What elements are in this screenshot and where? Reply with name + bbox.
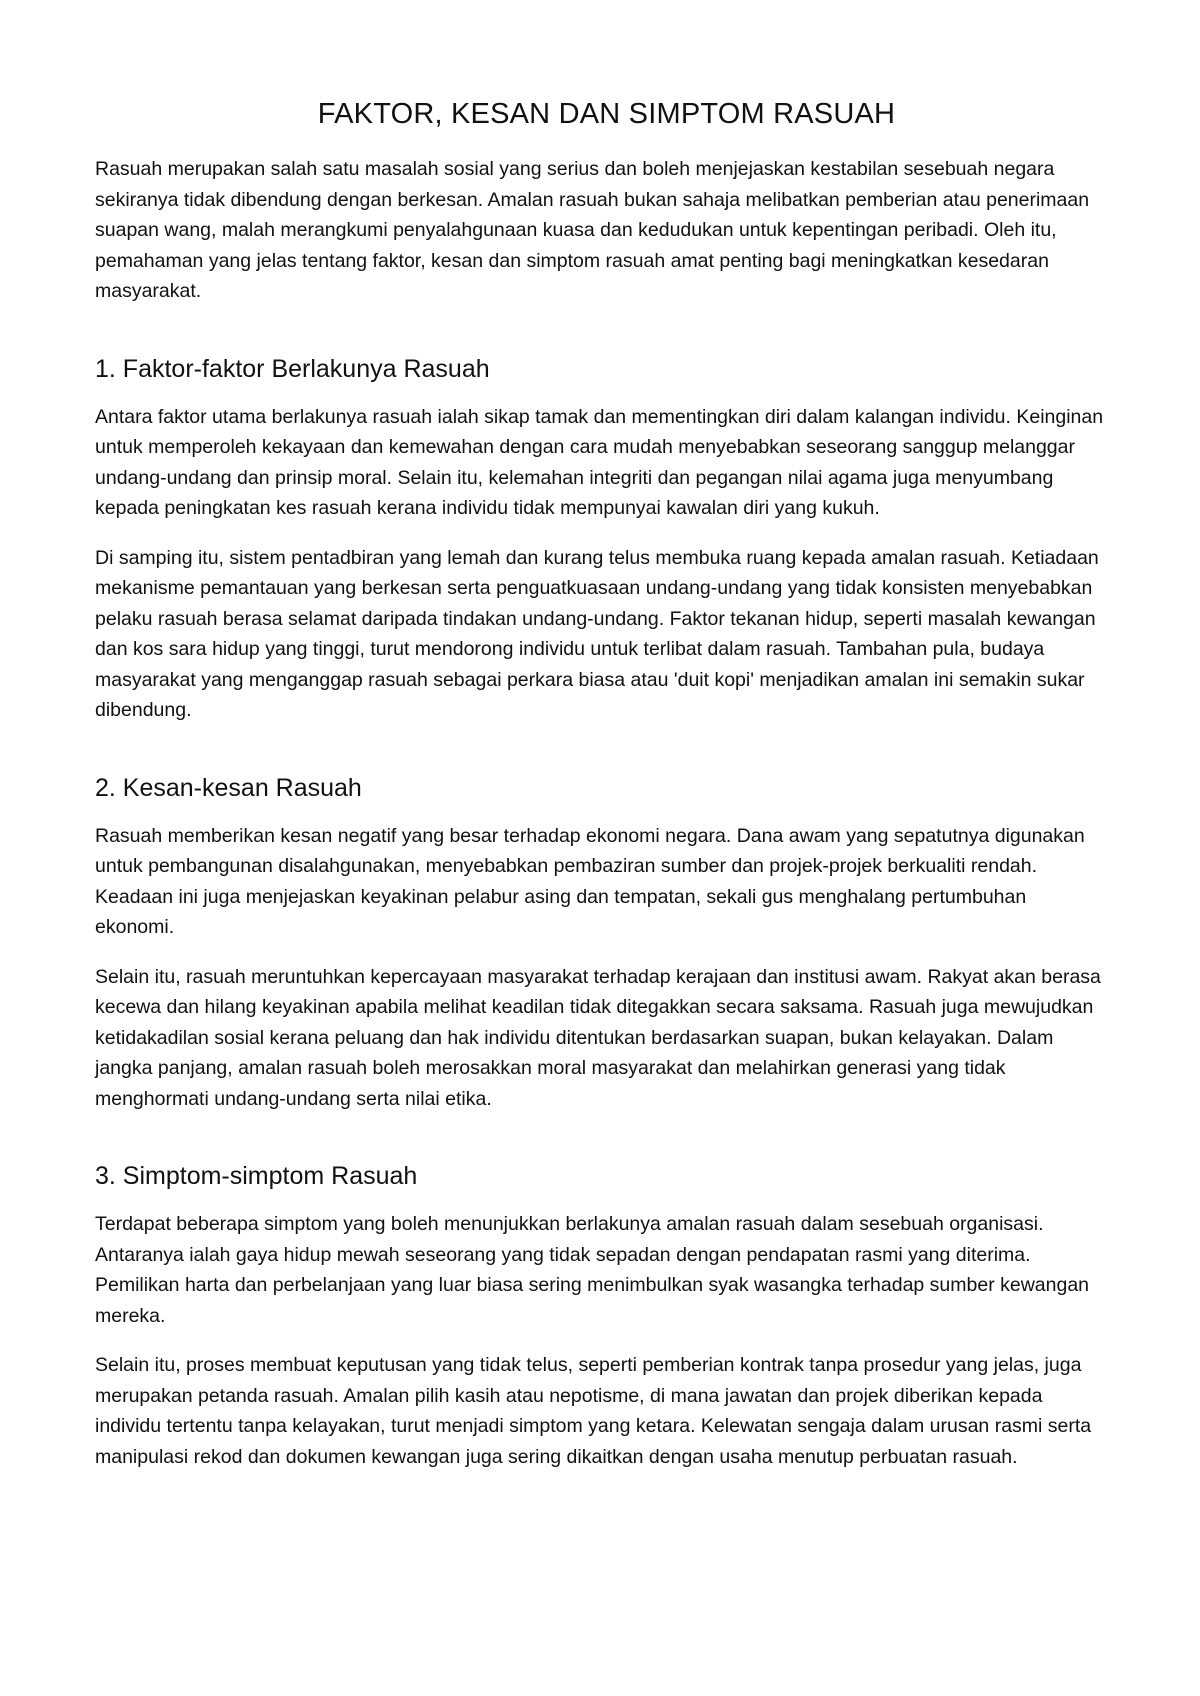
intro-paragraph: Rasuah merupakan salah satu masalah sosial yang serius dan boleh menjejaskan kestabilan sesebuah negara sekiranya tidak dibendung dengan berkesan. Amalan rasuah bukan sahaja melibatkan pemberian atau penerimaan suapan wang, malah merangkumi penyalahgunaan kuasa dan kedudukan untuk kepentingan peribadi. Oleh itu, pemahaman yang jelas tentang faktor, kesan dan simptom rasuah amat penting bagi meningkatkan kesedaran masyarakat. [95, 158, 1090, 302]
section-simptom-paragraph-2: Selain itu, proses membuat keputusan yang tidak telus, seperti pemberian kontrak tanpa prosedur yang jelas, juga merupakan petanda rasuah. Amalan pilih kasih atau nepotisme, di mana jawatan dan projek diberikan kepada individu tertentu tanpa kelayakan, turut menjadi simptom yang ketara. Kelewatan sengaja dalam urusan rasmi serta manipulasi rekod dan dokumen kewangan juga sering dikaitkan dengan usaha menutup perbuatan rasuah. [95, 1354, 1092, 1468]
section-kesan-paragraph-1: Rasuah memberikan kesan negatif yang besar terhadap ekonomi negara. Dana awam yang sepatutnya digunakan untuk pembangunan disalahgunakan, menyebabkan pembaziran sumber dan projek-projek berkualiti rendah. Keadaan ini juga menjejaskan keyakinan pelabur asing dan tempatan, sekali gus menghalang pertumbuhan ekonomi. [95, 824, 1085, 938]
section-heading-faktor: 1. Faktor-faktor Berlakunya Rasuah [95, 354, 490, 383]
document-page [95, 96, 1110, 1491]
section-faktor-paragraph-1: Antara faktor utama berlakunya rasuah ialah sikap tamak dan mementingkan diri dalam kalangan individu. Keinginan untuk memperoleh kekayaan dan kemewahan dengan cara mudah menyebabkan seseorang sanggup melanggar undang-undang dan prinsip moral. Selain itu, kelemahan integriti dan pegangan nilai agama juga menyumbang kepada peningkatan kes rasuah kerana individu tidak mempunyai kawalan diri yang kukuh. [95, 405, 1104, 519]
document-title: FAKTOR, KESAN DAN SIMPTOM RASUAH [317, 98, 896, 130]
section-kesan-paragraph-2: Selain itu, rasuah meruntuhkan kepercayaan masyarakat terhadap kerajaan dan institusi awam. Rakyat akan berasa kecewa dan hilang keyakinan apabila melihat keadilan tidak ditegakkan secara saksama. Rasuah juga mewujudkan ketidakadilan sosial kerana peluang dan hak individu ditentukan berdasarkan suapan, bukan kelayakan. Dalam jangka panjang, amalan rasuah boleh merosakkan moral masyarakat dan melahirkan generasi yang tidak menghormati undang-undang serta nilai etika. [95, 965, 1101, 1110]
section-heading-simptom: 3. Simptom-simptom Rasuah [95, 1162, 418, 1190]
section-faktor-paragraph-2: Di samping itu, sistem pentadbiran yang lemah dan kurang telus membuka ruang kepada amalan rasuah. Ketiadaan mekanisme pemantauan yang berkesan serta penguatkuasaan undang-undang yang tidak konsisten menyebabkan pelaku rasuah berasa selamat daripada tindakan undang-undang. Faktor tekanan hidup, seperti masalah kewangan dan kos sara hidup yang tinggi, turut mendorong individu untuk terlibat dalam rasuah. Tambahan pula, budaya masyarakat yang menganggap rasuah sebagai perkara biasa atau 'duit kopi' menjadikan amalan ini semakin sukar dibendung. [95, 546, 1099, 721]
section-heading-kesan: 2. Kesan-kesan Rasuah [95, 773, 362, 802]
section-simptom-paragraph-1: Terdapat beberapa simptom yang boleh menunjukkan berlakunya amalan rasuah dalam sesebuah organisasi. Antaranya ialah gaya hidup mewah seseorang yang tidak sepadan dengan pendapatan rasmi yang diterima. Pemilikan harta dan perbelanjaan yang luar biasa sering menimbulkan syak wasangka terhadap sumber kewangan mereka. [95, 1213, 1090, 1327]
